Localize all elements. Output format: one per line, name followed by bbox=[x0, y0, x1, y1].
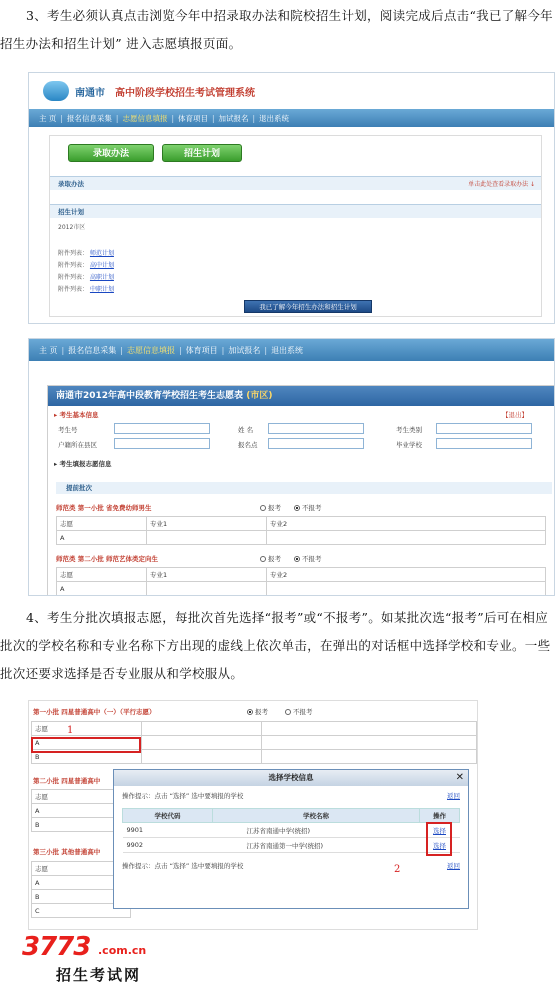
col-wish: 志愿 bbox=[57, 517, 147, 531]
tab-early-batch[interactable]: 提前批次 bbox=[56, 482, 552, 494]
plan-button[interactable]: 招生计划 bbox=[162, 144, 242, 162]
screenshot-select-school bbox=[28, 700, 478, 930]
apply-radio[interactable]: 报考 bbox=[247, 707, 268, 716]
row-a-school-cell[interactable]: A bbox=[32, 736, 142, 750]
nav-logout[interactable]: 退出系统 bbox=[271, 345, 304, 355]
field-label: 考生号 bbox=[58, 426, 78, 434]
watermark-domain: .com.cn bbox=[98, 944, 147, 957]
cell[interactable] bbox=[262, 736, 477, 750]
cell bbox=[262, 722, 477, 736]
county-input[interactable] bbox=[114, 438, 210, 449]
system-logo-icon bbox=[43, 81, 69, 101]
batch-label: 第三小批 其他普通高中 bbox=[33, 848, 101, 856]
nav-logout[interactable]: 退出系统 bbox=[259, 113, 290, 123]
select-button[interactable]: 选择 bbox=[433, 826, 446, 835]
nav-sports[interactable]: 体育项目 bbox=[185, 345, 218, 355]
major1-cell[interactable] bbox=[147, 531, 267, 545]
nav-info[interactable]: 报名信息采集 bbox=[68, 345, 117, 355]
system-header bbox=[29, 73, 554, 109]
close-icon[interactable]: ✕ bbox=[455, 772, 464, 783]
attachment-link[interactable]: 中职计划 bbox=[89, 286, 114, 293]
row-b: B bbox=[32, 890, 131, 904]
batch2-table bbox=[56, 567, 546, 596]
attachment-row: 附件列表： 高职计划 bbox=[58, 274, 114, 281]
rules-button[interactable]: 录取办法 bbox=[68, 144, 154, 162]
system-title: 高中阶段学校招生考试管理系统 bbox=[115, 87, 255, 99]
site-input[interactable] bbox=[268, 438, 364, 449]
city-name: 南通市 bbox=[75, 87, 105, 99]
row-c: C bbox=[32, 904, 131, 918]
attachment-link[interactable]: 高职计划 bbox=[89, 274, 114, 281]
nav-home[interactable]: 主 页 bbox=[39, 113, 57, 123]
attachment-row: 附件列表： 师范计划 bbox=[58, 250, 114, 257]
screenshot-wish-form bbox=[28, 338, 555, 596]
batch-label: 师范类 第二小批 师范艺体类定向生 bbox=[56, 555, 159, 563]
noapply-radio[interactable]: 不报考 bbox=[285, 707, 313, 716]
table-row: 9902 江苏省南通第一中学(统招) 选择 bbox=[123, 838, 460, 853]
top-nav: 主 页 | 报名信息采集 | 志愿信息填报 | 体育项目 | 加试报名 | 退出系统 bbox=[29, 339, 554, 361]
step4-text: 4、考生分批次填报志愿，每批次首先选择“报考”或“不报考”。如某批次选“报考”后可在相应批次的学校名称和专业名称下方出现的虚线上依次单击，在弹出的对话框中选择学校和专业。一些批次还要求选择是否专业服从和学校服从。 bbox=[0, 610, 551, 681]
step3-text: 3、考生必须认真点击浏览今年中招录取办法和院校招生计划，阅读完成后点击“我已了解今年招生办法和招生计划” 进入志愿填报页面。 bbox=[0, 8, 553, 51]
nav-extra[interactable]: 加试报名 bbox=[228, 345, 261, 355]
watermark-subtitle: 招生考试网 bbox=[56, 966, 142, 984]
attachment-row: 附件列表： 高中计划 bbox=[58, 262, 114, 269]
batch-label: 第一小批 四星普通高中（一）（平行志愿） bbox=[33, 708, 156, 716]
table-row: 9901 江苏省南通中学(统招) 选择 bbox=[123, 823, 460, 838]
row-b: B bbox=[32, 818, 131, 832]
select-school-dialog bbox=[113, 769, 469, 909]
noapply-radio[interactable]: 不报考 bbox=[294, 503, 322, 512]
exit-link[interactable]: 【退出】 bbox=[502, 411, 528, 419]
apply-radio[interactable]: 报考 bbox=[260, 554, 281, 563]
watermark-logo: 3773 bbox=[22, 932, 91, 962]
row-a: A bbox=[57, 531, 147, 545]
nav-home[interactable]: 主 页 bbox=[39, 345, 58, 355]
highlight-box-2 bbox=[426, 822, 452, 856]
attachment-link[interactable]: 师范计划 bbox=[89, 250, 114, 257]
cell[interactable] bbox=[142, 750, 262, 764]
batch1-table bbox=[56, 516, 546, 545]
screenshot-plan-page bbox=[28, 72, 555, 324]
col-major1: 专业1 bbox=[147, 568, 267, 582]
batch-label: 第二小批 四星普通高中 bbox=[33, 777, 101, 785]
cell[interactable] bbox=[262, 750, 477, 764]
nav-wish[interactable]: 志愿信息填报 bbox=[122, 113, 168, 123]
field-label: 户籍所在县区 bbox=[58, 441, 97, 449]
col-wish: 志愿 bbox=[57, 568, 147, 582]
row-a: A bbox=[32, 876, 131, 890]
exam-number-input[interactable] bbox=[114, 423, 210, 434]
dialog-hint-row: 操作提示：点击 “选择” 选中要填报的学校 返回 bbox=[122, 790, 460, 803]
nav-info[interactable]: 报名信息采集 bbox=[66, 113, 112, 123]
batch-label: 师范类 第一小批 省免费幼师男生 bbox=[56, 504, 152, 512]
major1-cell[interactable] bbox=[147, 582, 267, 596]
view-rules-link[interactable]: 单击此处查看录取办法 ↓ bbox=[468, 181, 535, 188]
field-label: 姓 名 bbox=[238, 426, 254, 434]
dialog-hint-row: 操作提示：点击 “选择” 选中要填报的学校 返回 bbox=[122, 860, 460, 873]
col-major1: 专业1 bbox=[147, 517, 267, 531]
step-marker-1: 1 bbox=[67, 725, 74, 736]
back-link[interactable]: 返回 bbox=[447, 792, 460, 800]
confirm-button[interactable]: 我已了解今年招生办法和招生计划 bbox=[244, 300, 372, 313]
step-marker-2: 2 bbox=[394, 864, 401, 875]
noapply-radio[interactable]: 不报考 bbox=[294, 554, 322, 563]
row-a: A bbox=[32, 804, 131, 818]
plan-panel bbox=[49, 135, 542, 317]
cell[interactable] bbox=[142, 736, 262, 750]
nav-extra[interactable]: 加试报名 bbox=[218, 113, 249, 123]
cell bbox=[142, 722, 262, 736]
dialog-title-bar: 选择学校信息 ✕ bbox=[114, 770, 468, 786]
top-nav: 主 页 | 报名信息采集 | 志愿信息填报 | 体育项目 | 加试报名 | 退出系统 bbox=[29, 109, 554, 127]
major2-cell[interactable] bbox=[267, 582, 546, 596]
attachment-row: 附件列表： 中职计划 bbox=[58, 286, 114, 293]
wish-section-header: ▸ 考生填报志愿信息 bbox=[54, 460, 112, 468]
name-input[interactable] bbox=[268, 423, 364, 434]
rules-section-header: 录取办法 bbox=[50, 176, 541, 190]
select-button[interactable]: 选择 bbox=[433, 841, 446, 850]
field-label: 考生类别 bbox=[396, 426, 422, 434]
attachment-link[interactable]: 高中计划 bbox=[89, 262, 114, 269]
col-wish: 志愿 bbox=[32, 722, 142, 736]
step4-paragraph bbox=[0, 604, 555, 688]
nav-sports[interactable]: 体育项目 bbox=[177, 113, 208, 123]
col-major2: 专业2 bbox=[267, 517, 546, 531]
area-label: 2012市区 bbox=[58, 224, 86, 231]
nav-wish[interactable]: 志愿信息填报 bbox=[126, 345, 175, 355]
step3-paragraph bbox=[0, 2, 555, 58]
row-b: B bbox=[32, 750, 142, 764]
back-link[interactable]: 返回 bbox=[447, 862, 460, 870]
plan-section-header: 招生计划 bbox=[50, 204, 541, 218]
wish-form bbox=[47, 385, 555, 596]
col-wish: 志愿 bbox=[32, 790, 131, 804]
major2-cell[interactable] bbox=[267, 531, 546, 545]
school-table: 学校代码 学校名称 操作 9901 江苏省南通中学(统招) 选择 9902 江苏省南通第一中学(统招) 选择 bbox=[122, 808, 460, 853]
basic-info-header: ▸ 考生基本信息 bbox=[54, 411, 99, 419]
category-input[interactable] bbox=[436, 423, 532, 434]
field-label: 毕业学校 bbox=[396, 441, 422, 449]
row-a: A bbox=[57, 582, 147, 596]
form-title: 南通市2012年高中段教育学校招生考生志愿表 (市区) bbox=[48, 386, 554, 406]
field-label: 报名点 bbox=[238, 441, 258, 449]
highlight-box-1 bbox=[31, 737, 141, 753]
school-input[interactable] bbox=[436, 438, 532, 449]
col-wish: 志愿 bbox=[32, 862, 131, 876]
apply-radio[interactable]: 报考 bbox=[260, 503, 281, 512]
col-major2: 专业2 bbox=[267, 568, 546, 582]
